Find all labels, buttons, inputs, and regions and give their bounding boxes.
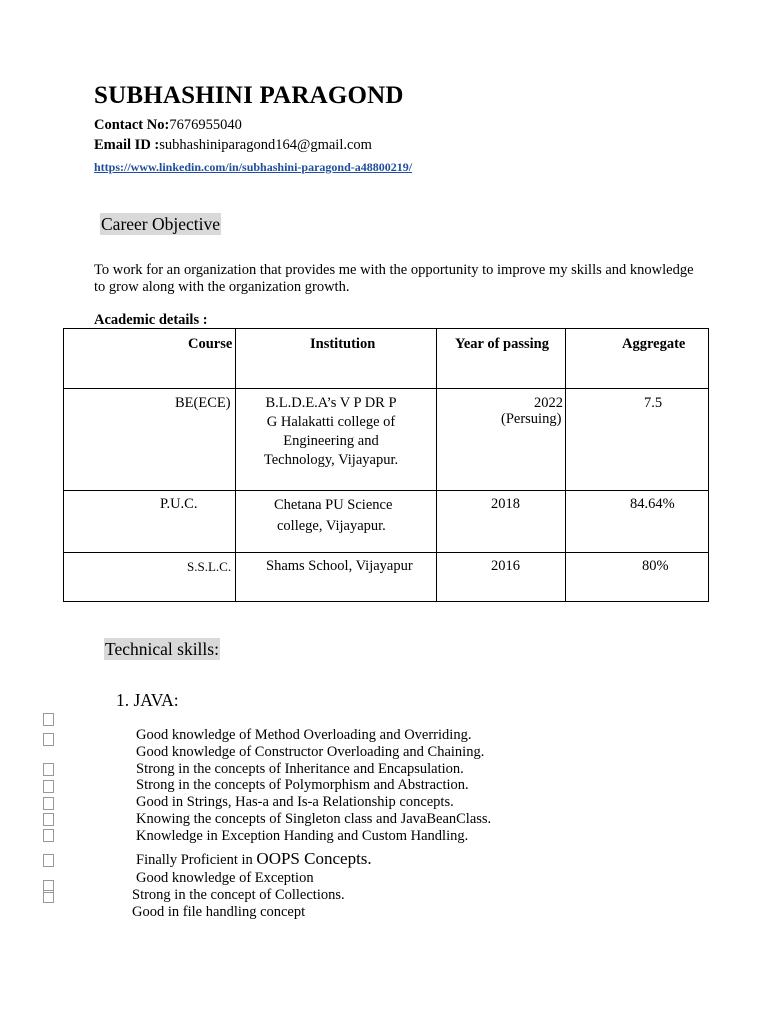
academic-details-heading: Academic details : — [94, 312, 208, 328]
contact-value: 7676955040 — [169, 117, 242, 133]
row1-institution-line: Engineering and — [283, 433, 379, 449]
oops-prefix: Finally Proficient in — [136, 851, 257, 868]
career-objective-text: To work for an organization that provides me with the opportunity to improve my skills and knowledge to grow along with the organization growth. — [94, 262, 694, 295]
row3-course: S.S.L.C. — [187, 559, 232, 574]
list-item: Good in file handling concept — [132, 904, 306, 920]
bullet-placeholder-icon — [43, 829, 54, 842]
academic-table — [63, 328, 709, 602]
email-label: Email ID : — [94, 137, 160, 153]
extra-skill-list — [132, 870, 345, 921]
bullet-placeholder-icon — [43, 813, 54, 826]
bullet-placeholder-icon — [43, 854, 54, 867]
career-objective-heading: Career Objective — [101, 214, 221, 234]
list-item: Good knowledge of Method Overloading and Overriding. — [136, 727, 472, 743]
linkedin-link[interactable]: https://www.linkedin.com/in/subhashini-paragond-a48800219/ — [94, 160, 413, 174]
email-line — [94, 137, 372, 154]
row1-year: 2022 — [534, 395, 563, 411]
row1-year-note: (Persuing) — [501, 411, 562, 427]
row3-aggregate: 80% — [642, 558, 669, 574]
java-skill-list — [136, 727, 491, 868]
oops-highlight: OOPS Concepts. — [256, 848, 372, 868]
email-value: subhashiniparagond164@gmail.com — [159, 137, 372, 153]
java-title: 1. JAVA: — [116, 690, 179, 710]
bullet-placeholder-icon — [43, 733, 54, 746]
row1-aggregate: 7.5 — [644, 395, 663, 411]
bullet-placeholder-icon — [43, 713, 54, 726]
contact-line — [94, 117, 242, 134]
list-item-oops — [136, 848, 491, 869]
row1-institution-line: G Halakatti college of — [266, 414, 396, 430]
row2-course: P.U.C. — [160, 496, 198, 512]
row2-institution — [274, 495, 392, 537]
row1-institution-line: B.L.D.E.A’s V P DR P — [265, 395, 397, 411]
list-item: Knowledge in Exception Handing and Custom Handling. — [136, 827, 469, 844]
bullet-placeholder-icon — [43, 890, 54, 903]
row3-year: 2016 — [491, 558, 520, 574]
row3-institution: Shams School, Vijayapur — [266, 558, 413, 574]
bullet-placeholder-icon — [43, 780, 54, 793]
col-header-institution: Institution — [310, 336, 376, 352]
row2-year: 2018 — [491, 496, 520, 512]
list-item: Strong in the concepts of Inheritance and Encapsulation. — [136, 760, 464, 777]
row2-aggregate: 84.64% — [630, 496, 675, 512]
row1-institution-line: Technology, Vijayapur. — [263, 452, 399, 468]
candidate-name: SUBHASHINI PARAGOND — [94, 82, 404, 109]
bullet-placeholder-icon — [43, 763, 54, 776]
list-item: Knowing the concepts of Singleton class and JavaBeanClass. — [136, 810, 492, 827]
list-item: Good knowledge of Exception — [136, 870, 314, 886]
row1-course: BE(ECE) — [175, 395, 231, 411]
list-item: Strong in the concept of Collections. — [132, 887, 345, 903]
technical-skills-heading: Technical skills: — [105, 639, 219, 659]
bullet-placeholder-icon — [43, 797, 54, 810]
list-item: Strong in the concepts of Polymorphism and Abstraction. — [136, 777, 469, 794]
row2-institution-line: Chetana PU Science — [274, 497, 393, 513]
col-header-course: Course — [188, 336, 233, 352]
list-item: Good in Strings, Has-a and Is-a Relationship concepts. — [136, 794, 454, 811]
contact-label: Contact No: — [94, 117, 170, 133]
col-header-year: Year of passing — [455, 336, 549, 352]
col-header-aggregate: Aggregate — [622, 336, 686, 352]
row2-institution-line: college, Vijayapur. — [277, 518, 386, 534]
row1-institution — [236, 394, 426, 470]
list-item: Good knowledge of Constructor Overloading and Chaining. — [136, 743, 485, 760]
